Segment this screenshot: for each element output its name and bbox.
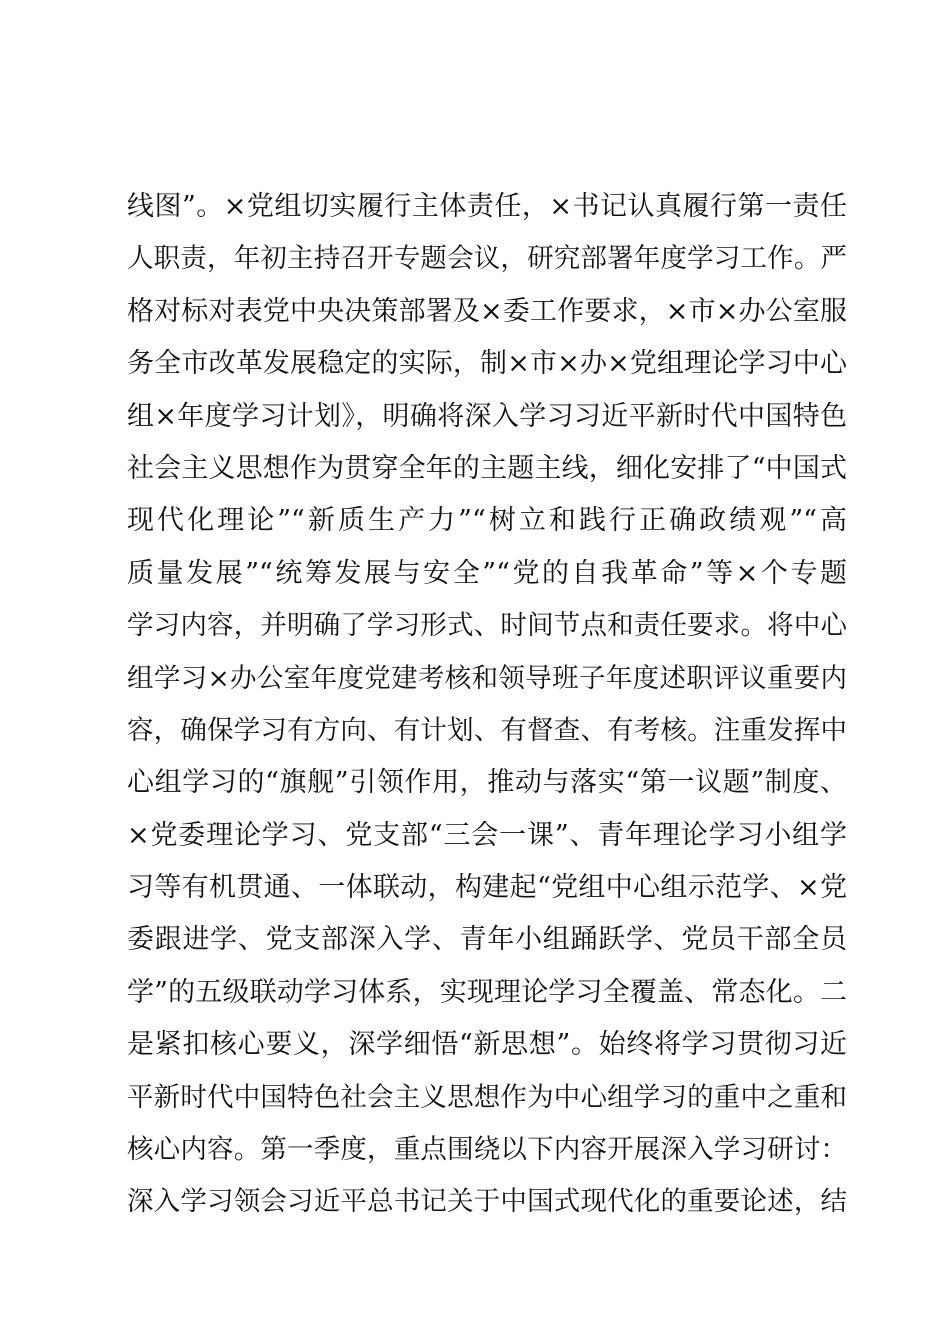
text-line: 务全市改革发展稳定的实际，制×市×办×党组理论学习中心 — [127, 348, 847, 380]
text-line: 是紧扣核心要义，深学细悟“新思想”。始终将学习贯彻习近 — [127, 1029, 847, 1061]
text-line: 学习内容，并明确了学习形式、时间节点和责任要求。将中心 — [127, 610, 847, 642]
text-line: 核心内容。第一季度，重点围绕以下内容开展深入学习研讨： — [127, 1134, 847, 1166]
text-line: 习等有机贯通、一体联动，构建起“党组中心组示范学、×党 — [127, 872, 847, 904]
text-line: 组×年度学习计划》，明确将深入学习习近平新时代中国特色 — [127, 400, 847, 432]
text-line: 平新时代中国特色社会主义思想作为中心组学习的重中之重和 — [127, 1081, 847, 1113]
text-line: 质量发展”“统筹发展与安全”“党的自我革命”等×个专题 — [127, 557, 847, 589]
body-text — [127, 181, 847, 1229]
text-line: 人职责，年初主持召开专题会议，研究部署年度学习工作。严 — [127, 243, 847, 275]
text-line: 学”的五级联动学习体系，实现理论学习全覆盖、常态化。二 — [127, 976, 847, 1008]
text-line: 组学习×办公室年度党建考核和领导班子年度述职评议重要内 — [127, 662, 847, 694]
text-line: 格对标对表党中央决策部署及×委工作要求，×市×办公室服 — [127, 295, 847, 327]
text-line: 容，确保学习有方向、有计划、有督查、有考核。注重发挥中 — [127, 714, 847, 746]
text-line: 线图”。×党组切实履行主体责任，×书记认真履行第一责任 — [127, 191, 847, 222]
text-line: 现代化理论”“新质生产力”“树立和践行正确政绩观”“高 — [127, 505, 847, 537]
text-line: 心组学习的“旗舰”引领作用，推动与落实“第一议题”制度、 — [127, 767, 847, 799]
text-line: 深入学习领会习近平总书记关于中国式现代化的重要论述，结 — [127, 1186, 847, 1218]
text-line: 社会主义思想作为贯穿全年的主题主线，细化安排了“中国式 — [127, 452, 847, 484]
text-line: 委跟进学、党支部深入学、青年小组踊跃学、党员干部全员 — [127, 924, 847, 956]
text-line: ×党委理论学习、党支部“三会一课”、青年理论学习小组学 — [127, 819, 847, 851]
